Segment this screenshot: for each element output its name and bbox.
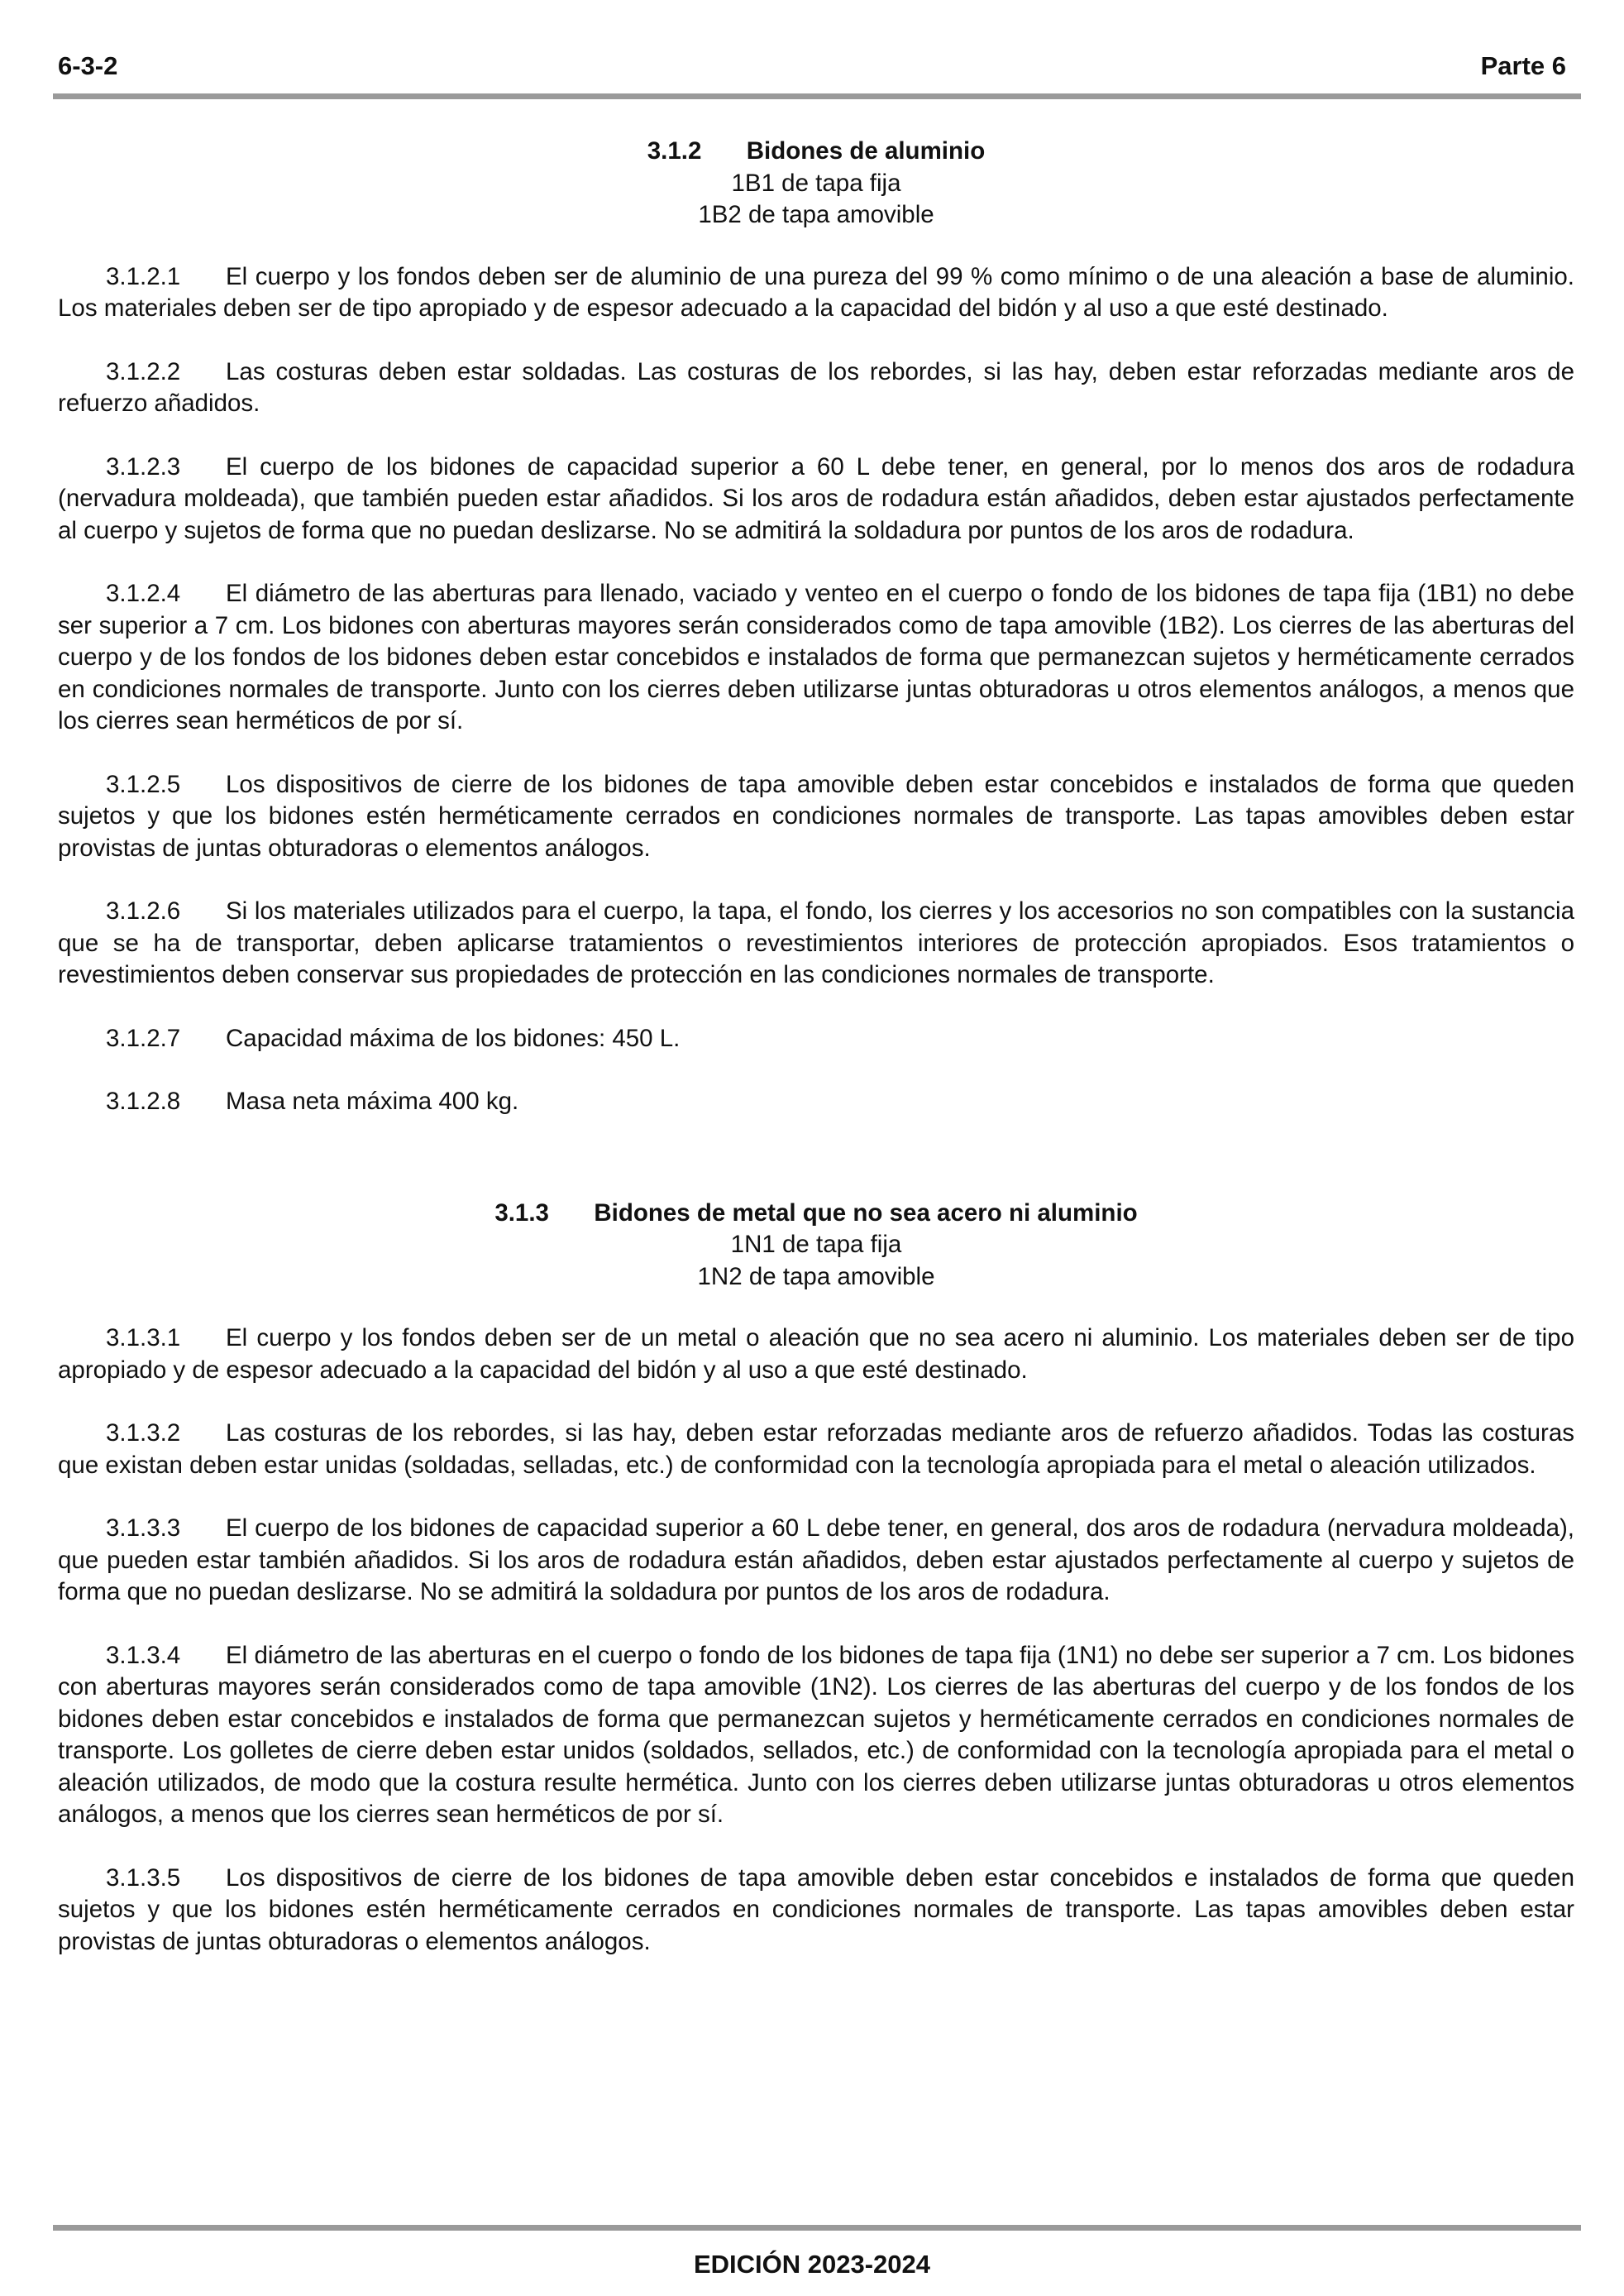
part-label: Parte 6 (1480, 51, 1566, 80)
header-rule (53, 93, 1581, 99)
paragraph-3-1-3-4: 3.1.3.4 El diámetro de las aberturas en el cuerpo o fondo de los bidones de tapa fija (1N1) no debe ser superior a 7 cm. Los bidones con aberturas mayores serán considerados como de tapa amovible (1N2). Los cierres de las aberturas del cuerpo y de los fondos de los bidones deben estar concebidos e instalados de forma que permanezcan sujetos y herméticamente cerrados en condiciones normales de transporte. Los golletes de cierre deben estar unidos (soldados, sellados, etc.) de conformidad con la tecnología apropiada para el metal o aleación utilizados, de modo que la costura resulte hermética. Junto con los cierres deben utilizarse juntas obturadoras u otros elementos análogos, a menos que los cierres sean herméticos de por sí. (58, 1641, 1574, 1828)
section-subtitle: 1N1 de tapa fija (730, 1231, 902, 1258)
paragraph-3-1-3-5: 3.1.3.5 Los dispositivos de cierre de los bidones de tapa amovible deben estar concebidos e instalados de forma que queden sujetos y que los bidones estén herméticamente cerrados en condiciones normales de transporte. Las tapas amovibles deben estar provistas de juntas obturadoras o elementos análogos. (58, 1863, 1574, 1955)
paragraph-3-1-3-3: 3.1.3.3 El cuerpo de los bidones de capacidad superior a 60 L debe tener, en general, dos aros de rodadura (nervadura moldeada), que pueden estar también añadidos. Si los aros de rodadura están añadidos, deben estar ajustados perfectamente al cuerpo y sujetos de forma que no puedan deslizarse. No se admitirá la soldadura por puntos de los aros de rodadura. (58, 1514, 1574, 1605)
paragraph-3-1-2-1: 3.1.2.1 El cuerpo y los fondos deben ser de aluminio de una pureza del 99 % como mínimo o de una aleación a base de aluminio. Los materiales deben ser de tipo apropiado y de espesor adecuado a la capacidad del bidón y al uso a que esté destinado. (58, 262, 1574, 322)
paragraph-3-1-3-1: 3.1.3.1 El cuerpo y los fondos deben ser de un metal o aleación que no sea acero ni aluminio. Los materiales deben ser de tipo apropiado y de espesor adecuado a la capacidad del bidón y al uso a que esté destinado. (58, 1324, 1574, 1384)
paragraph-3-1-2-4: 3.1.2.4 El diámetro de las aberturas para llenado, vaciado y venteo en el cuerpo o fondo de los bidones de tapa fija (1B1) no debe ser superior a 7 cm. Los bidones con aberturas mayores serán considerados como de tapa amovible (1B2). Los cierres de las aberturas del cuerpo y de los fondos de los bidones deben estar concebidos e instalados de forma que permanezcan sujetos y herméticamente cerrados en condiciones normales de transporte. Junto con los cierres deben utilizarse juntas obturadoras u otros elementos análogos, a menos que los cierres sean herméticos de por sí. (58, 580, 1574, 734)
paragraph-3-1-3-2: 3.1.3.2 Las costuras de los rebordes, si las hay, deben estar reforzadas mediante aros de refuerzo añadidos. Todas las costuras que existan deben estar unidas (soldadas, selladas, etc.) de conformidad con la tecnología apropiada para el metal o aleación utilizados. (58, 1419, 1574, 1479)
section-subtitle: 1N2 de tapa amovible (697, 1262, 935, 1290)
paragraph-3-1-2-2: 3.1.2.2 Las costuras deben estar soldadas. Las costuras de los rebordes, si las hay, deben estar reforzadas mediante aros de refuerzo añadidos. (58, 357, 1574, 417)
paragraph-3-1-2-7: 3.1.2.7 Capacidad máxima de los bidones: 450 L. (106, 1024, 681, 1052)
section-subtitle: 1B1 de tapa fija (731, 169, 901, 197)
paragraph-3-1-2-8: 3.1.2.8 Masa neta máxima 400 kg. (106, 1088, 519, 1115)
page-number: 6-3-2 (58, 51, 118, 80)
section-heading-3-1-2 (58, 136, 1574, 232)
section-heading-3-1-3 (58, 1198, 1574, 1294)
section-number: 3.1.3 (494, 1198, 549, 1227)
section-title: Bidones de metal que no sea acero ni aluminio (594, 1198, 1138, 1227)
document-body (58, 136, 1574, 1989)
paragraph-3-1-2-5: 3.1.2.5 Los dispositivos de cierre de los bidones de tapa amovible deben estar concebidos e instalados de forma que queden sujetos y que los bidones estén herméticamente cerrados en condiciones normales de transporte. Las tapas amovibles deben estar provistas de juntas obturadoras o elementos análogos. (58, 770, 1574, 862)
paragraph-3-1-2-3: 3.1.2.3 El cuerpo de los bidones de capacidad superior a 60 L debe tener, en general, por lo menos dos aros de rodadura (nervadura moldeada), que también pueden estar añadidos. Si los aros de rodadura están añadidos, deben estar ajustados perfectamente al cuerpo y sujetos de forma que no puedan deslizarse. No se admitirá la soldadura por puntos de los aros de rodadura. (58, 452, 1574, 544)
edition-footer: EDICIÓN 2023-2024 (693, 2250, 931, 2279)
footer-rule (53, 2225, 1581, 2231)
section-title: Bidones de aluminio (746, 137, 986, 165)
section-number: 3.1.2 (647, 137, 702, 165)
paragraph-3-1-2-6: 3.1.2.6 Si los materiales utilizados para el cuerpo, la tapa, el fondo, los cierres y los accesorios no son compatibles con la sustancia que se ha de transportar, deben aplicarse tratamientos o revestimientos interiores de protección apropiados. Esos tratamientos o revestimientos deben conservar sus propiedades de protección en las condiciones normales de transporte. (58, 897, 1574, 988)
section-subtitle: 1B2 de tapa amovible (698, 201, 934, 228)
